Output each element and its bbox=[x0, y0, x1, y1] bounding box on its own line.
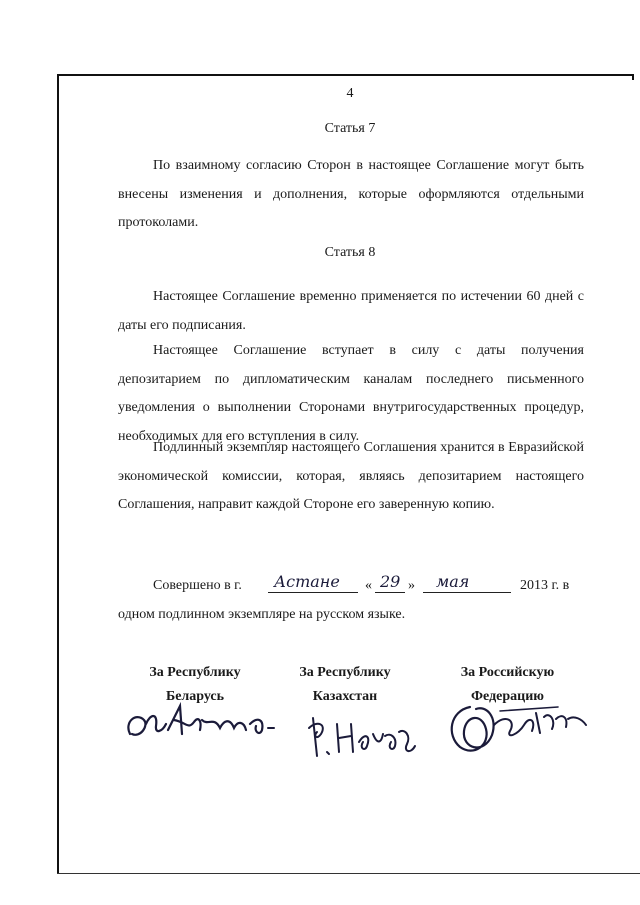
page-number: 4 bbox=[346, 86, 354, 101]
signature-kazakhstan bbox=[305, 712, 425, 762]
year-text: 2013 г. в bbox=[520, 578, 570, 593]
signatory-line-2: Беларусь bbox=[165, 689, 225, 704]
signatory-line-2: Федерацию bbox=[471, 689, 544, 704]
signature-belarus bbox=[122, 700, 292, 750]
signatory-kazakhstan bbox=[285, 661, 405, 709]
article-7-heading: Статья 7 bbox=[324, 121, 376, 136]
quote-close: » bbox=[408, 578, 415, 593]
page-border-bottom bbox=[57, 873, 640, 874]
execution-line-1 bbox=[118, 572, 584, 601]
signatory-line-1: За Республику bbox=[149, 665, 241, 680]
article-8-paragraph-2: Настоящее Соглашение вступает в силу с даты получения депозитарием по дипломатическим каналам последнего письменного уведомления о выполнении Сторонами внутригосударственных процедур, необходимых для его вступления в силу. bbox=[118, 343, 584, 444]
article-7-paragraph: По взаимному согласию Сторон в настоящее Соглашение могут быть внесены изменения и дополнения, которые оформляются отдельными протоколами. bbox=[118, 158, 584, 230]
execution-prefix: Совершено в г. bbox=[153, 578, 242, 593]
page-border-left bbox=[57, 74, 59, 874]
article-8-paragraph-3: Подлинный экземпляр настоящего Соглашения хранится в Евразийской экономической комиссии, которая, являясь депозитарием настоящего Соглашения, направит каждой Стороне его заверенную копию. bbox=[118, 440, 584, 512]
article-8-paragraph-1: Настоящее Соглашение временно применяется по истечении 60 дней с даты его подписания. bbox=[118, 289, 584, 333]
month-handwritten: мая bbox=[436, 572, 470, 591]
execution-clause bbox=[118, 572, 584, 629]
article-8-heading: Статья 8 bbox=[324, 245, 376, 260]
signatory-line-1: За Российскую bbox=[460, 665, 555, 680]
day-handwritten: 29 bbox=[380, 572, 401, 591]
page-border-right bbox=[632, 74, 634, 80]
city-handwritten: Астане bbox=[274, 572, 340, 591]
signatory-line-2: Казахстан bbox=[312, 689, 378, 704]
signature-russia bbox=[440, 695, 590, 765]
page-border-top bbox=[57, 74, 633, 76]
signatory-line-1: За Республику bbox=[299, 665, 391, 680]
execution-line-2: одном подлинном экземпляре на русском языке. bbox=[118, 606, 406, 622]
quote-open: « bbox=[365, 578, 372, 593]
